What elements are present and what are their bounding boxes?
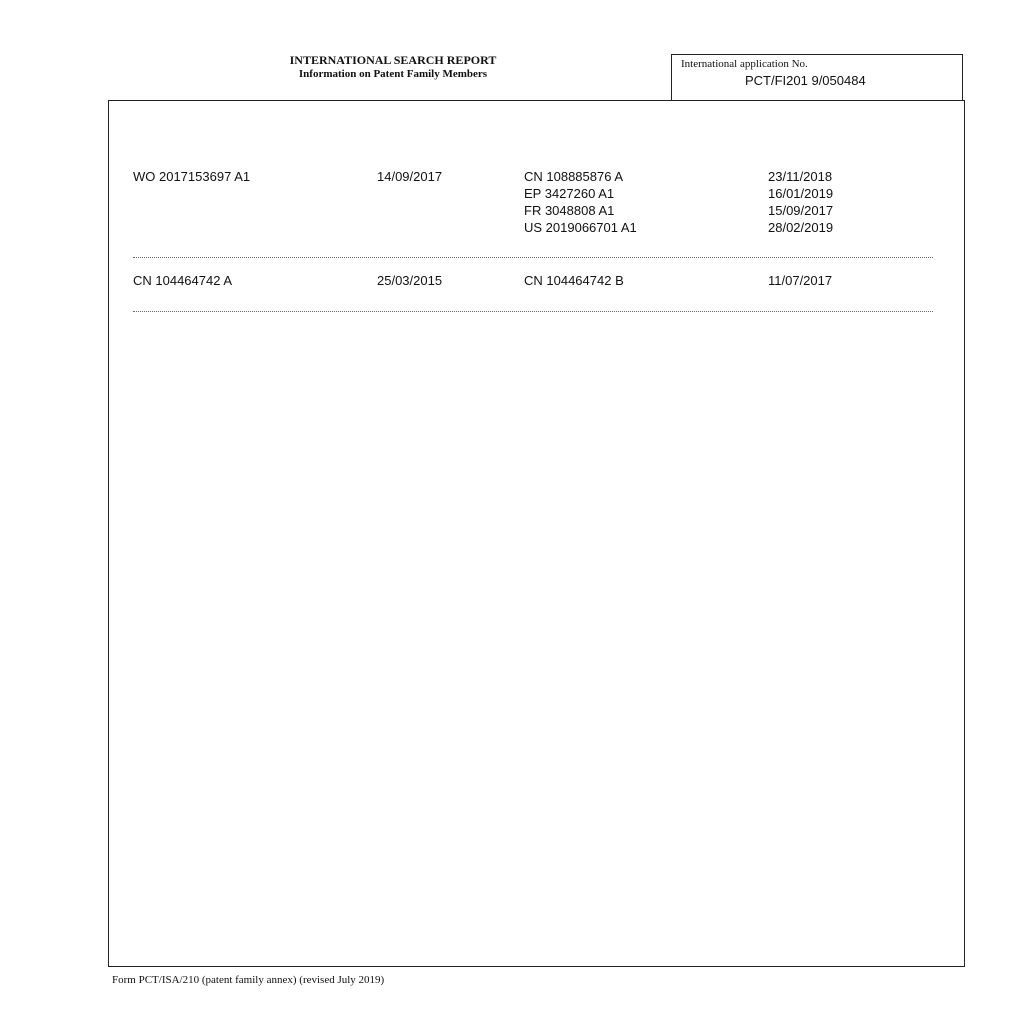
cited-document: WO 2017153697 A1	[133, 169, 251, 184]
form-footer: Form PCT/ISA/210 (patent family annex) (revised July 2019)	[112, 974, 385, 986]
application-number-box	[671, 54, 963, 100]
member-date: 23/11/2018	[768, 169, 833, 184]
report-title-line1: INTERNATIONAL SEARCH REPORT	[289, 53, 497, 67]
publication-date: 25/03/2015	[377, 273, 443, 288]
member-document: CN 108885876 A	[524, 169, 624, 184]
member-document: FR 3048808 A1	[524, 203, 615, 218]
member-date: 11/07/2017	[768, 273, 833, 288]
report-title-line2: Information on Patent Family Members	[298, 68, 488, 80]
dotted-separator	[133, 257, 933, 258]
application-number-label: International application No.	[681, 58, 808, 70]
cited-document: CN 104464742 A	[133, 273, 233, 288]
member-date: 16/01/2019	[768, 186, 834, 201]
member-document: EP 3427260 A1	[524, 186, 615, 201]
application-number: PCT/FI201 9/050484	[745, 73, 866, 88]
publication-date: 14/09/2017	[377, 169, 443, 184]
family-members-table	[108, 100, 965, 967]
report-title	[245, 53, 541, 81]
member-date: 28/02/2019	[768, 220, 834, 235]
member-document: US 2019066701 A1	[524, 220, 637, 235]
member-date: 15/09/2017	[768, 203, 834, 218]
member-document: CN 104464742 B	[524, 273, 624, 288]
dotted-separator	[133, 311, 933, 312]
